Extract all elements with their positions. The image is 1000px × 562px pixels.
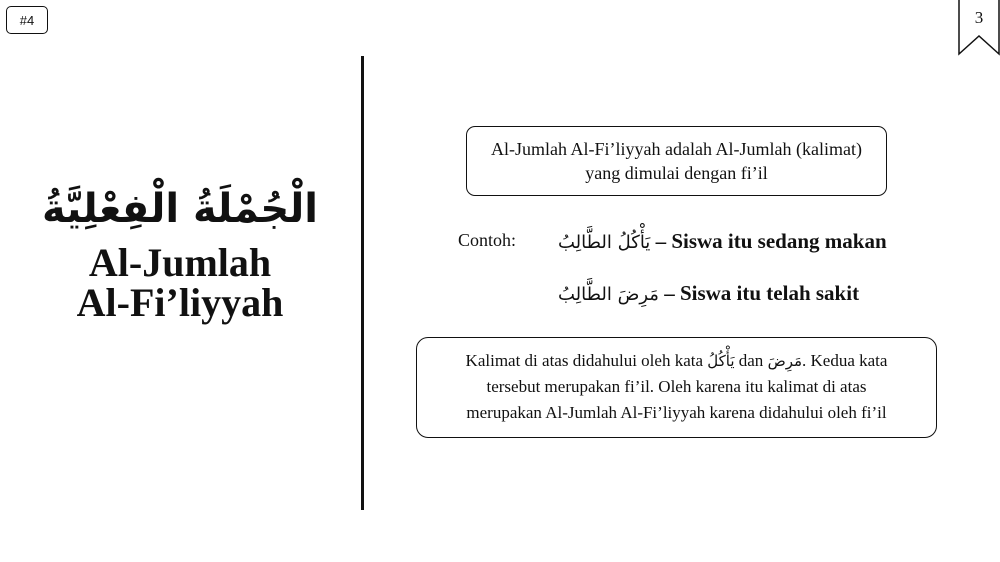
example-2 <box>558 281 859 306</box>
explanation-text-part2: dan <box>734 351 768 370</box>
example-1 <box>558 229 887 254</box>
slide-number-tag: #4 <box>6 6 48 34</box>
latin-title-line2: Al-Fi’liyyah <box>76 280 284 325</box>
explanation-text-part3: . Kedua kata <box>802 351 888 370</box>
example-2-separator: – <box>658 281 680 305</box>
explanation-text-part1: Kalimat di atas didahului oleh kata <box>465 351 708 370</box>
explanation-line3: merupakan Al-Jumlah Al-Fi’liyyah karena didahului oleh fi’il <box>466 403 887 422</box>
explanation-word2: مَرِضَ <box>767 352 803 370</box>
example-2-arabic: مَرِضَ الطَّالِبُ <box>558 284 659 305</box>
explanation-word1: يَأْكُلُ <box>707 352 735 370</box>
vertical-divider <box>361 56 364 510</box>
example-2-meaning: Siswa itu telah sakit <box>679 281 860 305</box>
definition-box <box>466 126 887 196</box>
example-1-separator: – <box>650 229 672 253</box>
arabic-title: الْجُمْلَةُ الْفِعْلِيَّةُ <box>42 186 318 232</box>
explanation-box <box>416 337 937 438</box>
explanation-line2: tersebut merupakan fi’il. Oleh karena itu kalimat di atas <box>486 377 867 396</box>
example-1-arabic: يَأْكُلُ الطَّالِبُ <box>558 232 651 253</box>
latin-title-line1: Al-Jumlah <box>88 240 272 285</box>
explanation-line1 <box>417 348 936 374</box>
page-number: 3 <box>974 8 984 27</box>
examples-label: Contoh: <box>458 230 517 250</box>
definition-text: Al-Jumlah Al-Fi’liyyah adalah Al-Jumlah (kalimat) yang dimulai dengan fi’il <box>491 139 862 183</box>
latin-title <box>30 240 330 325</box>
example-1-meaning: Siswa itu sedang makan <box>671 229 887 253</box>
page-number-flag <box>958 0 1000 56</box>
title-block <box>30 185 330 323</box>
